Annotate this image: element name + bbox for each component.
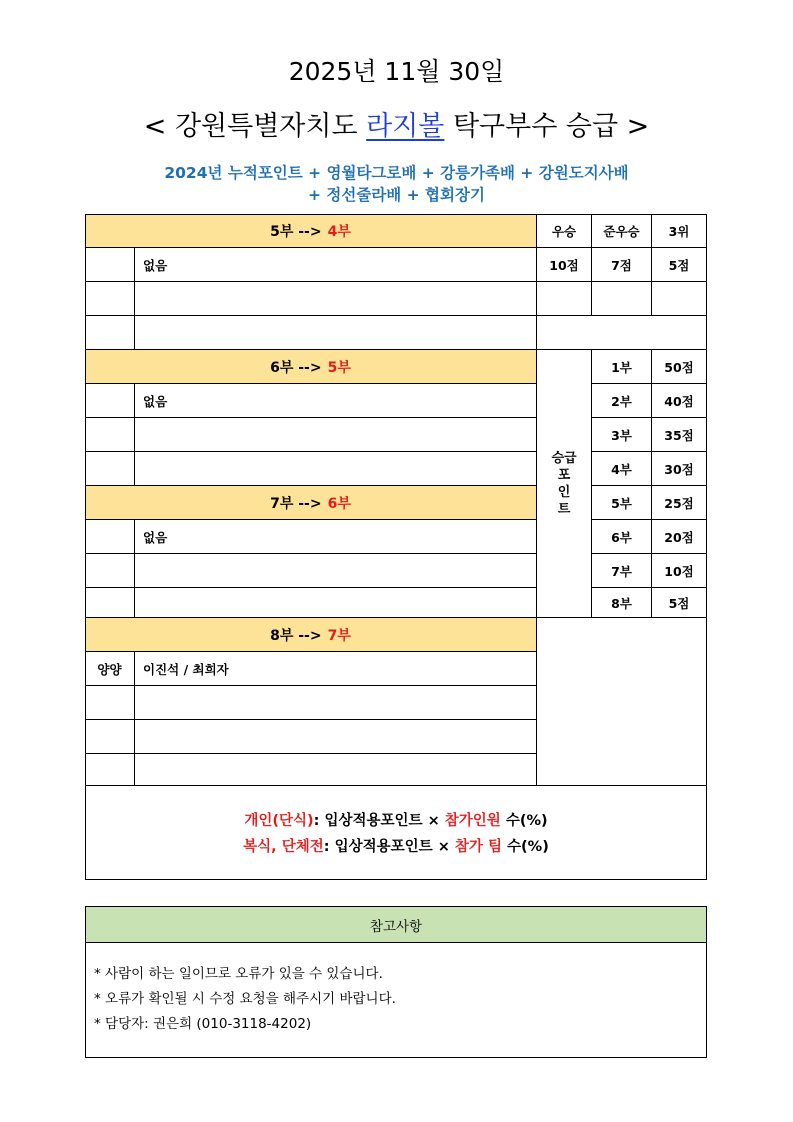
promotion-points: 5점	[652, 588, 707, 618]
promoted-division: 7부	[327, 627, 351, 644]
promoted-division: 5부	[327, 359, 351, 376]
region-cell	[85, 384, 135, 418]
names-cell	[135, 316, 537, 350]
empty-cell	[652, 282, 707, 316]
empty-cell	[537, 282, 592, 316]
subtitle-line-2: + 정선줄라배 + 협회장기	[308, 186, 485, 204]
placement-value-2nd: 7점	[592, 248, 652, 282]
empty-cell	[537, 316, 707, 350]
placement-header-3rd: 3위	[652, 214, 707, 248]
date: 2025년 11월 30일	[288, 57, 505, 86]
region-cell	[85, 754, 135, 786]
formula-singles: 개인(단식): 입상적용포인트 × 참가인원 수(%)	[244, 813, 548, 829]
promotion-points: 25점	[652, 486, 707, 520]
subtitle-line-1: 2024년 누적포인트 + 영월타그로배 + 강릉가족배 + 강원도지사배	[164, 164, 629, 182]
section-header-5: 5부 --> 4부	[85, 214, 537, 248]
notes-box	[85, 906, 707, 1058]
promotion-division: 2부	[592, 384, 652, 418]
promotion-points: 20점	[652, 520, 707, 554]
page-title	[0, 104, 793, 143]
notes-body	[86, 943, 706, 1037]
section-header-7: 7부 --> 6부	[85, 486, 537, 520]
promotion-points: 35점	[652, 418, 707, 452]
region-cell: 양양	[85, 652, 135, 686]
note-item: * 사람이 하는 일이므로 오류가 있을 수 있습니다.	[94, 966, 383, 982]
placement-header-1st: 우승	[537, 214, 592, 248]
names-cell	[135, 452, 537, 486]
names-cell	[135, 720, 537, 754]
region-cell	[85, 720, 135, 754]
promotion-division: 7부	[592, 554, 652, 588]
region-cell	[85, 520, 135, 554]
title-prefix: < 강원특별자치도	[143, 111, 367, 142]
placement-value-3rd: 5점	[652, 248, 707, 282]
region-cell	[85, 282, 135, 316]
section-header-6: 6부 --> 5부	[85, 350, 537, 384]
promotion-division: 6부	[592, 520, 652, 554]
promotion-table	[85, 214, 707, 880]
promotion-division: 1부	[592, 350, 652, 384]
names-cell	[135, 282, 537, 316]
promotion-points: 30점	[652, 452, 707, 486]
names-cell: 없음	[135, 520, 537, 554]
subtitle	[0, 162, 793, 206]
promotion-division: 5부	[592, 486, 652, 520]
title-suffix: 탁구부수 승급 >	[444, 111, 650, 142]
region-cell	[85, 554, 135, 588]
title-highlight: 라지볼	[366, 111, 445, 142]
region-cell	[85, 418, 135, 452]
names-cell	[135, 686, 537, 720]
placement-value-1st: 10점	[537, 248, 592, 282]
promotion-points: 50점	[652, 350, 707, 384]
promotion-points: 10점	[652, 554, 707, 588]
promoted-division: 6부	[327, 495, 351, 512]
placement-header-2nd: 준우승	[592, 214, 652, 248]
region-cell	[85, 248, 135, 282]
section-header-8: 8부 --> 7부	[85, 618, 537, 652]
region-cell	[85, 452, 135, 486]
promotion-division: 4부	[592, 452, 652, 486]
formula-doubles-team: 복식, 단체전: 입상적용포인트 × 참가 팀 수(%)	[243, 839, 549, 855]
note-item: * 오류가 확인될 시 수정 요청을 해주시기 바랍니다.	[94, 991, 396, 1007]
names-cell	[135, 554, 537, 588]
names-cell: 이진석 / 최희자	[135, 652, 537, 686]
names-cell	[135, 588, 537, 618]
notes-heading: 참고사항	[86, 907, 706, 943]
names-cell	[135, 754, 537, 786]
note-item: * 담당자: 권은희 (010-3118-4202)	[94, 1016, 312, 1032]
names-cell	[135, 418, 537, 452]
empty-cell	[537, 618, 707, 786]
region-cell	[85, 588, 135, 618]
names-cell: 없음	[135, 248, 537, 282]
empty-cell	[592, 282, 652, 316]
promotion-division: 3부	[592, 418, 652, 452]
names-cell: 없음	[135, 384, 537, 418]
promotion-division: 8부	[592, 588, 652, 618]
promotion-points-label: 승급 포 인 트	[537, 350, 592, 618]
region-cell	[85, 686, 135, 720]
promotion-points: 40점	[652, 384, 707, 418]
region-cell	[85, 316, 135, 350]
promoted-division: 4부	[327, 223, 351, 240]
